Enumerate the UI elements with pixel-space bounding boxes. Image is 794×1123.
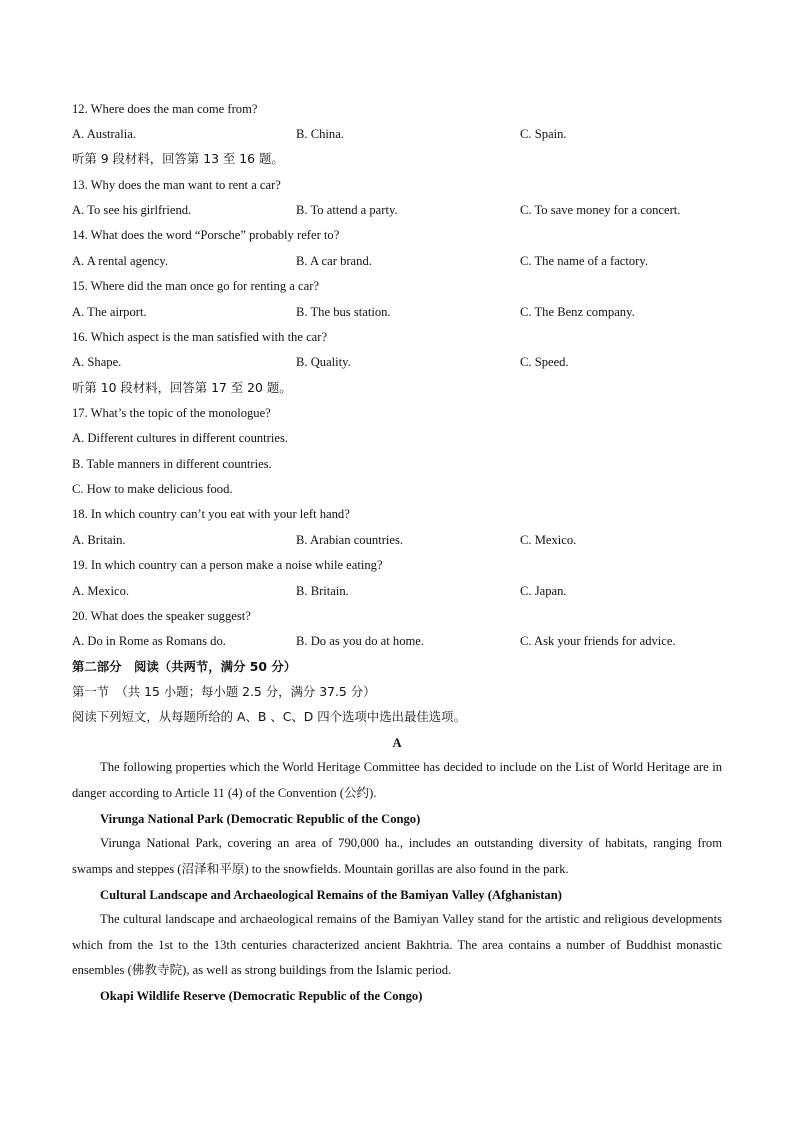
instruction-seg10: 听第 10 段材料，回答第 17 至 20 题。 [72,380,292,395]
option-16b: B. Quality. [296,355,351,369]
option-14a: A. A rental agency. [72,254,169,268]
option-20b: B. Do as you do at home. [296,634,425,648]
instruction-seg9: 听第 9 段材料，回答第 13 至 16 题。 [72,151,284,166]
section1-title: 第一节 （共 15 小题；每小题 2.5 分，满分 37.5 分） [72,684,376,699]
question-18: 18. In which country can’t you eat with your left hand? [72,507,350,521]
heading-bamiyan: Cultural Landscape and Archaeological Remains of the Bamiyan Valley (Afghanistan) [100,888,562,902]
question-15: 15. Where did the man once go for renting a car? [72,279,319,293]
option-15b: B. The bus station. [296,305,391,319]
option-16a: A. Shape. [72,355,122,369]
option-17c: C. How to make delicious food. [72,482,233,496]
option-18b: B. Arabian countries. [296,533,404,547]
option-19b: B. Britain. [296,584,349,598]
option-12b: B. China. [296,127,344,141]
question-13: 13. Why does the man want to rent a car? [72,178,281,192]
option-15c: C. The Benz company. [520,305,635,319]
option-13c: C. To save money for a concert. [520,203,681,217]
option-20c: C. Ask your friends for advice. [520,634,676,648]
option-19c: C. Japan. [520,584,567,598]
option-16c: C. Speed. [520,355,569,369]
question-16: 16. Which aspect is the man satisfied with the car? [72,330,328,344]
heading-virunga: Virunga National Park (Democratic Republic of the Congo) [100,812,421,826]
option-19a: A. Mexico. [72,584,130,598]
option-14c: C. The name of a factory. [520,254,648,268]
option-13b: B. To attend a party. [296,203,398,217]
question-14: 14. What does the word “Porsche” probably refer to? [72,228,340,242]
option-12c: C. Spain. [520,127,567,141]
option-17a: A. Different cultures in different countries. [72,431,289,445]
question-20: 20. What does the speaker suggest? [72,609,251,623]
option-14b: B. A car brand. [296,254,372,268]
question-12: 12. Where does the man come from? [72,102,258,116]
question-19: 19. In which country can a person make a noise while eating? [72,558,383,572]
paragraph-virunga: Virunga National Park, covering an area of 790,000 ha., includes an outstanding diversity of habitats, ranging from swamps and steppes (沼泽和平原) to the snowfields. Mountain gorillas are also found in the park. [72,836,722,876]
passage-label: A [392,736,402,750]
option-15a: A. The airport. [72,305,147,319]
paragraph-bamiyan: The cultural landscape and archaeological remains of the Bamiyan Valley stand for the artistic and religious developments which from the 1st to the 13th centuries characterized ancient Bakhtria. The area contains a number of Buddhist monastic ensembles (佛教寺院), as well as strong buildings from the Islamic period. [72,912,722,977]
option-17b: B. Table manners in different countries. [72,457,272,471]
passage-intro: The following properties which the World Heritage Committee has decided to include on the List of World Heritage are in danger according to Article 11 (4) of the Convention (公约). [72,760,722,800]
heading-okapi: Okapi Wildlife Reserve (Democratic Republic of the Congo) [100,989,423,1003]
option-20a: A. Do in Rome as Romans do. [72,634,226,648]
section1-directions: 阅读下列短文，从每题所给的 A、B 、C、D 四个选项中选出最佳选项。 [72,709,466,724]
option-18a: A. Britain. [72,533,126,547]
option-13a: A. To see his girlfriend. [72,203,192,217]
option-12a: A. Australia. [72,127,137,141]
part2-title: 第二部分 阅读（共两节，满分 50 分） [72,659,297,674]
option-18c: C. Mexico. [520,533,577,547]
question-17: 17. What’s the topic of the monologue? [72,406,271,420]
